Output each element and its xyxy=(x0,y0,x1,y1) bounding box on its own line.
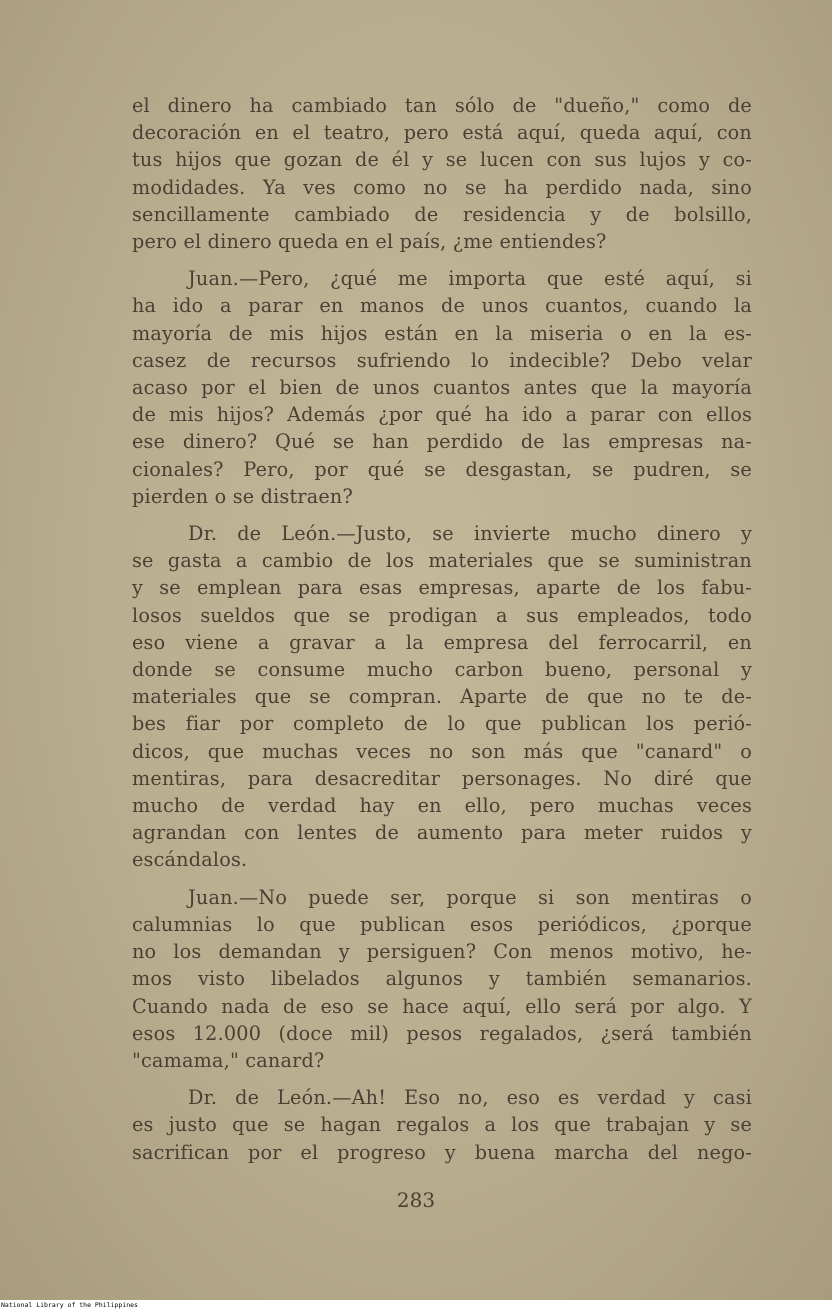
text-line: el dinero ha cambiado tan sólo de "dueño," como de xyxy=(132,94,752,117)
text-line: pero el dinero queda en el país, ¿me entiendes? xyxy=(132,230,607,254)
text-line: esos 12.000 (doce mil) pesos regalados, ¿será también xyxy=(132,1021,752,1045)
page-number: 283 xyxy=(396,1188,436,1212)
text-line: escándalos. xyxy=(132,848,248,872)
text-line: de mis hijos? Además ¿por qué ha ido a parar con ellos xyxy=(132,403,752,427)
footer-credit: National Library of the Philippines xyxy=(1,1301,138,1309)
text-line: ese dinero? Qué se han perdido de las empresas na- xyxy=(132,430,752,454)
text-line: losos sueldos que se prodigan a sus empleados, todo xyxy=(132,603,752,627)
text-line: sacrifican por el progreso y buena marcha del nego- xyxy=(132,1140,752,1164)
text-line: tus hijos que gozan de él y se lucen con sus lujos y co- xyxy=(132,148,752,172)
text-line: se gasta a cambio de los materiales que se suministran xyxy=(132,549,752,573)
text-line: Dr. de León.—Justo, se invierte mucho dinero y xyxy=(188,522,752,546)
text-line: acaso por el bien de unos cuantos antes que la mayoría xyxy=(132,376,752,400)
text-line: donde se consume mucho carbon bueno, personal y xyxy=(132,658,752,682)
text-line: y se emplean para esas empresas, aparte de los fabu- xyxy=(132,576,752,600)
text-line: agrandan con lentes de aumento para meter ruidos y xyxy=(132,821,752,845)
text-line: mucho de verdad hay en ello, pero muchas veces xyxy=(132,794,752,818)
text-line: mayoría de mis hijos están en la miseria o en la es- xyxy=(132,321,752,345)
text-line: es justo que se hagan regalos a los que trabajan y se xyxy=(132,1113,752,1137)
text-line: no los demandan y persiguen? Con menos motivo, he- xyxy=(132,940,752,964)
text-line: mos visto libelados algunos y también semanarios. xyxy=(132,967,752,991)
text-line: Dr. de León.—Ah! Eso no, eso es verdad y casi xyxy=(188,1086,752,1110)
text-line: materiales que se compran. Aparte de que no te de- xyxy=(132,685,752,709)
paragraph-5 xyxy=(132,1084,752,1166)
text-line: mentiras, para desacreditar personages. No diré que xyxy=(132,766,752,790)
text-line: ha ido a parar en manos de unos cuantos, cuando la xyxy=(132,294,752,318)
text-line: sencillamente cambiado de residencia y de bolsillo, xyxy=(132,202,752,226)
paragraph-4 xyxy=(132,884,752,1074)
text-line: decoración en el teatro, pero está aquí, queda aquí, con xyxy=(132,121,752,145)
paragraph-2 xyxy=(132,265,752,510)
text-line: casez de recursos sufriendo lo indecible? Debo velar xyxy=(132,348,752,372)
text-line: calumnias lo que publican esos periódicos, ¿porque xyxy=(132,912,752,936)
text-line: Juan.—Pero, ¿qué me importa que esté aquí, si xyxy=(188,267,752,291)
text-line: Cuando nada de eso se hace aquí, ello será por algo. Y xyxy=(132,994,752,1018)
text-line: bes fiar por completo de lo que publican los perió- xyxy=(132,712,752,736)
text-line: modidades. Ya ves como no se ha perdido nada, sino xyxy=(132,175,752,199)
text-line: Juan.—No puede ser, porque si son mentiras o xyxy=(188,885,752,909)
text-line: dicos, que muchas veces no son más que "canard" o xyxy=(132,739,752,763)
page-body xyxy=(132,92,752,1176)
text-line: cionales? Pero, por qué se desgastan, se pudren, se xyxy=(132,457,752,481)
text-line: eso viene a gravar a la empresa del ferrocarril, en xyxy=(132,630,752,654)
paragraph-1 xyxy=(132,92,752,255)
paragraph-3 xyxy=(132,520,752,874)
text-line: pierden o se distraen? xyxy=(132,484,353,508)
text-line: "camama," canard? xyxy=(132,1048,325,1072)
footer-bar xyxy=(0,1300,832,1313)
